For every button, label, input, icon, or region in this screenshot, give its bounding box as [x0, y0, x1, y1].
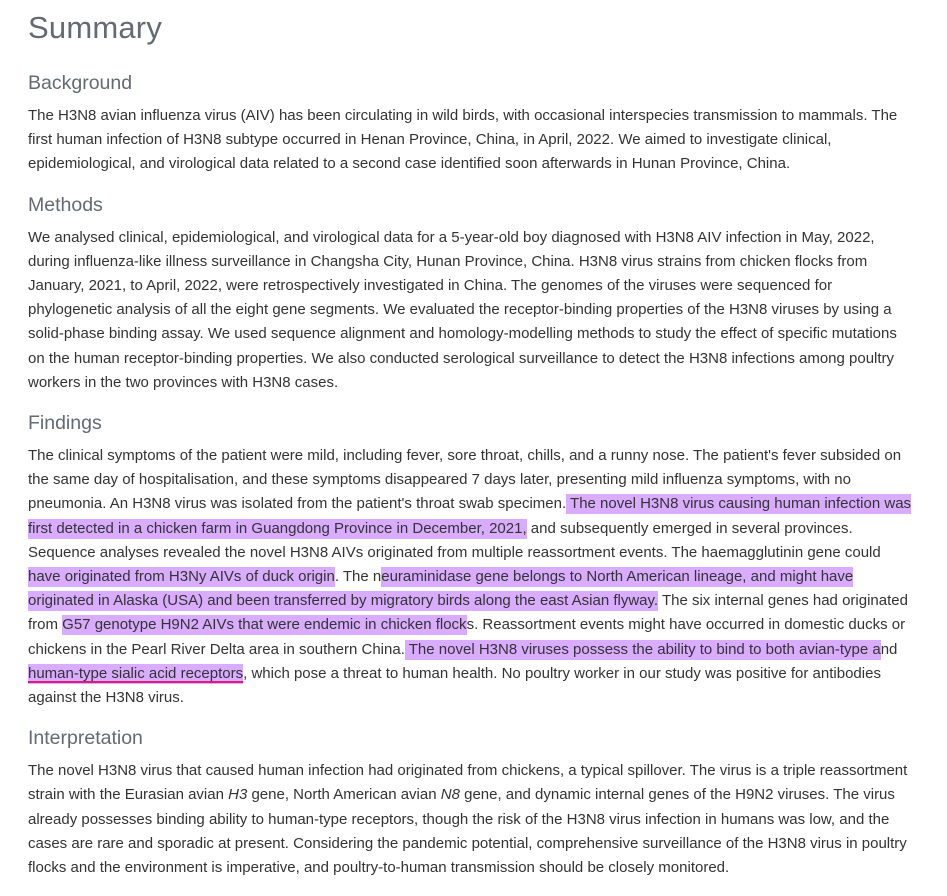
interpretation-text: The novel H3N8 virus that caused human infection had originated from chickens, a typical spillover. The virus is a triple reassortment strain with the Eurasian avian [28, 762, 908, 804]
gene-name-italic: N8 [440, 786, 460, 804]
section-text-findings [28, 444, 912, 710]
interpretation-text: gene, North American avian [247, 786, 441, 804]
section-heading-interpretation: Interpretation [28, 727, 143, 750]
section-heading-findings: Findings [28, 412, 102, 435]
findings-text: nd [880, 640, 898, 658]
findings-text: The clinical symptoms of the patient were mild, including fever, sore throat, chills, and a runny nose. The patient's fever subsided on the same day of hospitalisation, and these symptoms disappeared 7 days later, presenting mild influenza symptoms, with no pneumonia. An H3N8 virus was isolated from the patient's throat swab specimen. [28, 447, 902, 513]
article-summary [28, 0, 912, 880]
page-title: Summary [28, 10, 163, 45]
highlight-underline-annotation[interactable]: human-type sialic acid receptors [28, 664, 244, 682]
findings-text: s. Reassortment events might have occurred in domestic ducks or chickens in the Pearl River Delta area in southern China. [28, 616, 906, 658]
section-text-background: The H3N8 avian influenza virus (AIV) has been circulating in wild birds, with occasional interspecies transmission to mammals. The first human infection of H3N8 subtype occurred in Henan Province, China, in April, 2022. We aimed to investigate clinical, epidemiological, and virological data related to a second case identified soon afterwards in Hunan Province, China. [28, 107, 898, 173]
findings-text: The six internal genes had originated from [28, 592, 908, 634]
findings-text: , which pose a threat to human health. No poultry worker in our study was positive for antibodies against the H3N8 virus. [28, 664, 881, 707]
highlight-annotation[interactable]: have originated from H3Ny AIVs of duck origin [28, 568, 335, 586]
section-text-methods: We analysed clinical, epidemiological, and virological data for a 5-year-old boy diagnosed with H3N8 AIV infection in May, 2022, during influenza-like illness surveillance in Changsha City, Hunan Province, China. H3N8 virus strains from chicken flocks from January, 2021, to April, 2022, were retrospectively investigated in China. The genomes of the viruses were sequenced for phylogenetic analysis of all the eight gene segments. We evaluated the receptor-binding properties of the H3N8 viruses by using a solid-phase binding assay. We used sequence alignment and homology-modelling methods to study the effect of specific mutations on the human receptor-binding properties. We also conducted serological surveillance to detect the H3N8 infections among poultry workers in the two provinces with H3N8 cases. [28, 228, 897, 391]
gene-name-italic: H3 [228, 786, 248, 804]
highlight-annotation[interactable]: G57 genotype H9N2 AIVs that were endemic in chicken flock [62, 616, 467, 634]
highlight-annotation[interactable]: The novel H3N8 viruses possess the ability to bind to both avian-type a [404, 640, 881, 658]
section-heading-background: Background [28, 72, 133, 94]
section-text-interpretation [28, 759, 912, 880]
findings-text: . The n [334, 568, 382, 586]
section-heading-methods: Methods [28, 193, 103, 216]
interpretation-text: gene, and dynamic internal genes of the H9N2 viruses. The virus already possesses binding ability to human-type receptors, though the risk of the H3N8 virus infection in humans was low, and the cases are rare and sporadic at present. Considering the pandemic potential, comprehensive surveillance of the H3N8 virus in poultry flocks and the environment is imperative, and poultry-to-human transmission should be closely monitored. [28, 786, 907, 877]
highlight-annotation[interactable]: The novel H3N8 virus causing human infection was first detected in a chicken farm in Guangdong Province in December, 2021, [28, 495, 912, 537]
highlight-annotation[interactable]: euraminidase gene belongs to North American lineage, and might have originated in Alaska (USA) and been transferred by migratory birds along the east Asian flyway. [28, 568, 854, 610]
findings-text: and subsequently emerged in several provinces. Sequence analyses revealed the novel H3N8 AIVs originated from multiple reassortment events. The haemagglutinin gene could [28, 519, 881, 561]
